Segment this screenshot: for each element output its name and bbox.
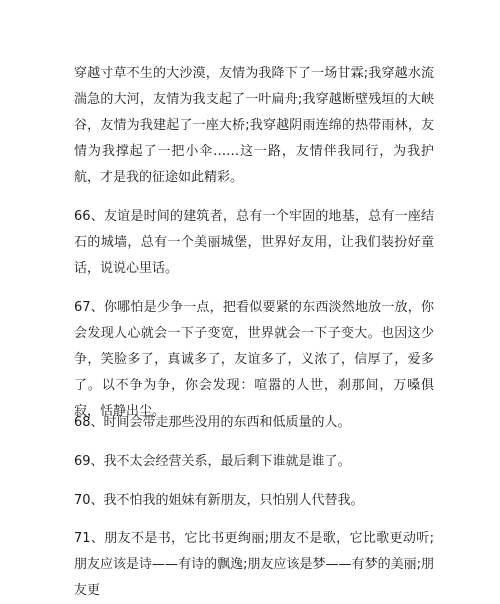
paragraph-68: 68、时间会带走那些没用的东西和低质量的人。 [74, 415, 351, 430]
paragraph-70: 70、我不怕我的姐妹有新朋友，只怕别人代替我。 [74, 493, 364, 508]
paragraph-friendship-journey: 穿越寸草不生的大沙漠，友情为我降下了一场甘霖;我穿越水流湍急的大河，友情为我支起了一叶扁舟;我穿越断壁残垣的大峡谷，友情为我建起了一座大桥;我穿越阴雨连绵的热带雨林，友情为我撑起了一把小伞……这一路，友情伴我同行，为我护航，才是我的征途如此精彩。 [74, 66, 434, 185]
paragraph-71: 71、朋友不是书，它比书更绚丽;朋友不是歌，它比歌更动听;朋友应该是诗——有诗的飘逸;朋友应该是梦——有梦的美丽;朋友更 [74, 531, 434, 598]
paragraph-69: 69、我不太会经营关系，最后剩下谁就是谁了。 [74, 454, 351, 469]
paragraph-67: 67、你哪怕是少争一点，把看似要紧的东西淡然地放一放，你会发现人心就会一下子变宽，世界就会一下子变大。也因这少争，笑脸多了，真诚多了，友谊多了，义浓了，信厚了，爱多了。以不争为争，你会发现：喧嚣的人世，刹那间，万嗓俱寂，恬静出尘。 [74, 300, 434, 419]
paragraph-66: 66、友谊是时间的建筑者，总有一个牢固的地基，总有一座结石的城墙，总有一个美丽城堡，世界好友用，让我们装扮好童话，说说心里话。 [74, 209, 434, 276]
